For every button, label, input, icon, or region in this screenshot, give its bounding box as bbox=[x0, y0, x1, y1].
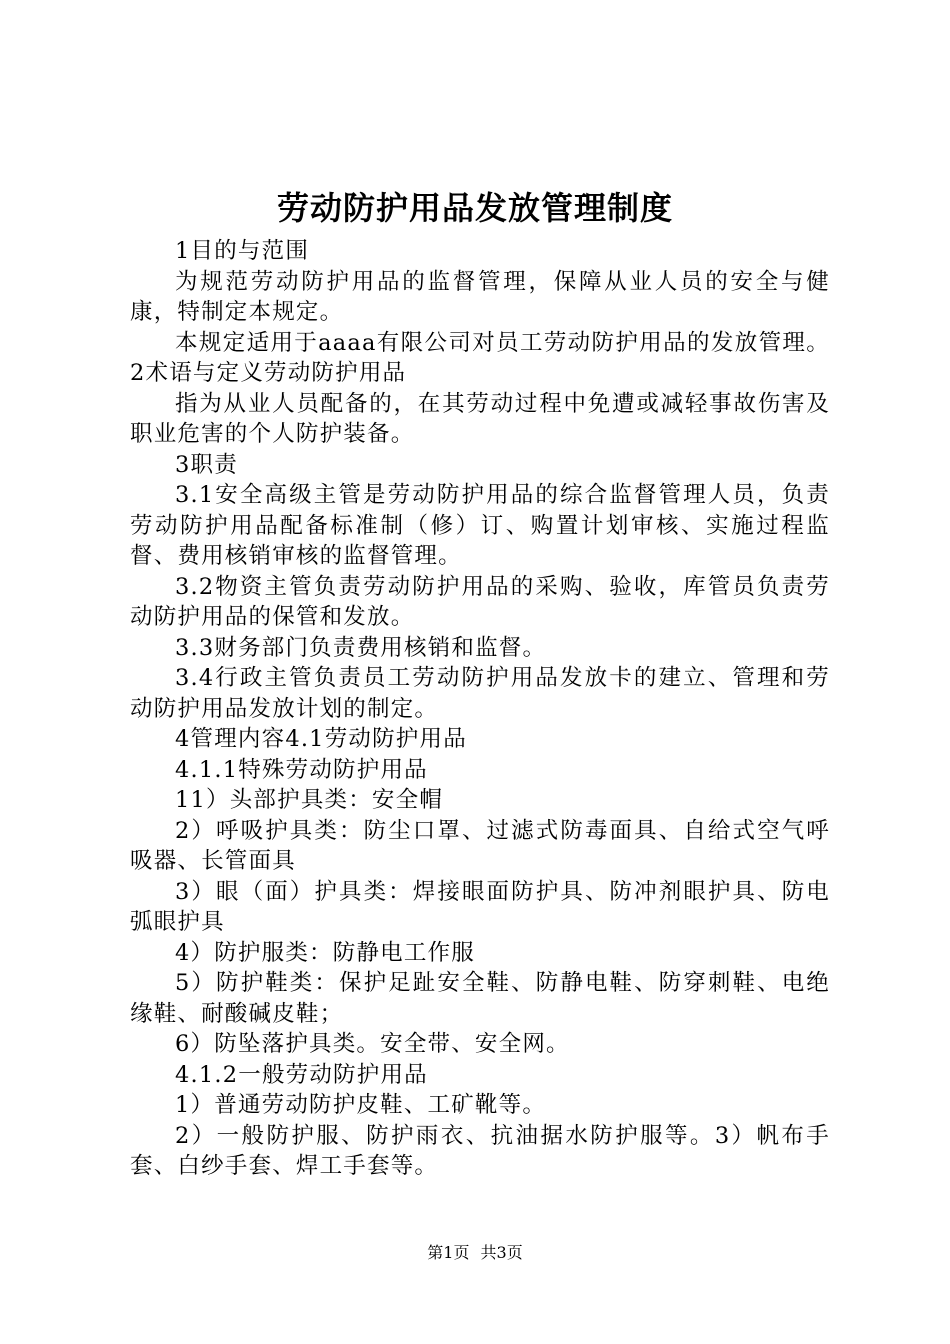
subsection-heading: 4.1.2一般劳动防护用品 bbox=[175, 1061, 428, 1088]
paragraph: 为规范劳动防护用品的监督管理，保障从业人员的安全与健康，特制定本规定。 bbox=[130, 268, 830, 325]
paragraph: 指为从业人员配备的，在其劳动过程中免遭或减轻事故伤害及职业危害的个人防护装备。 bbox=[130, 390, 830, 447]
list-item: 2）一般防护服、防护雨衣、抗油据水防护服等。3）帆布手套、白纱手套、焊工手套等。 bbox=[130, 1122, 830, 1179]
list-item: 6）防坠落护具类。安全带、安全网。 bbox=[175, 1031, 570, 1057]
page-number-current: 第1页 bbox=[427, 1243, 470, 1262]
document-body bbox=[130, 236, 830, 1182]
paragraph: 本规定适用于aaaa有限公司对员工劳动防护用品的发放管理。2术语与定义劳动防护用品 bbox=[130, 329, 830, 386]
section-heading-purpose: 1目的与范围 bbox=[175, 238, 310, 264]
paragraph: 3.1安全高级主管是劳动防护用品的综合监督管理人员，负责劳动防护用品配备标准制（修）订、购置计划审核、实施过程监督、费用核销审核的监督管理。 bbox=[130, 482, 830, 569]
list-item: 5）防护鞋类：保护足趾安全鞋、防静电鞋、防穿刺鞋、电绝缘鞋、耐酸碱皮鞋； bbox=[130, 970, 830, 1027]
list-item: 4）防护服类：防静电工作服 bbox=[175, 939, 475, 966]
paragraph: 3.2物资主管负责劳动防护用品的采购、验收，库管员负责劳动防护用品的保管和发放。 bbox=[130, 573, 830, 630]
list-item: 1）普通劳动防护皮鞋、工矿靴等。 bbox=[175, 1092, 547, 1118]
paragraph: 3.3财务部门负责费用核销和监督。 bbox=[175, 634, 547, 661]
page-footer bbox=[0, 1242, 950, 1264]
paragraph: 3.4行政主管负责员工劳动防护用品发放卡的建立、管理和劳动防护用品发放计划的制定。 bbox=[130, 665, 830, 722]
list-item: 3）眼（面）护具类：焊接眼面防护具、防冲剂眼护具、防电弧眼护具 bbox=[130, 878, 830, 935]
list-item: 11）头部护具类：安全帽 bbox=[175, 787, 444, 813]
subsection-heading: 4.1.1特殊劳动防护用品 bbox=[175, 756, 428, 783]
list-item: 2）呼吸护具类：防尘口罩、过滤式防毒面具、自给式空气呼吸器、长管面具 bbox=[130, 817, 830, 874]
section-heading-duties: 3职责 bbox=[175, 451, 238, 478]
page-number-total: 共3页 bbox=[480, 1243, 523, 1262]
document-title: 劳动防护用品发放管理制度 bbox=[276, 189, 673, 227]
section-heading-management: 4管理内容4.1劳动防护用品 bbox=[175, 726, 467, 752]
